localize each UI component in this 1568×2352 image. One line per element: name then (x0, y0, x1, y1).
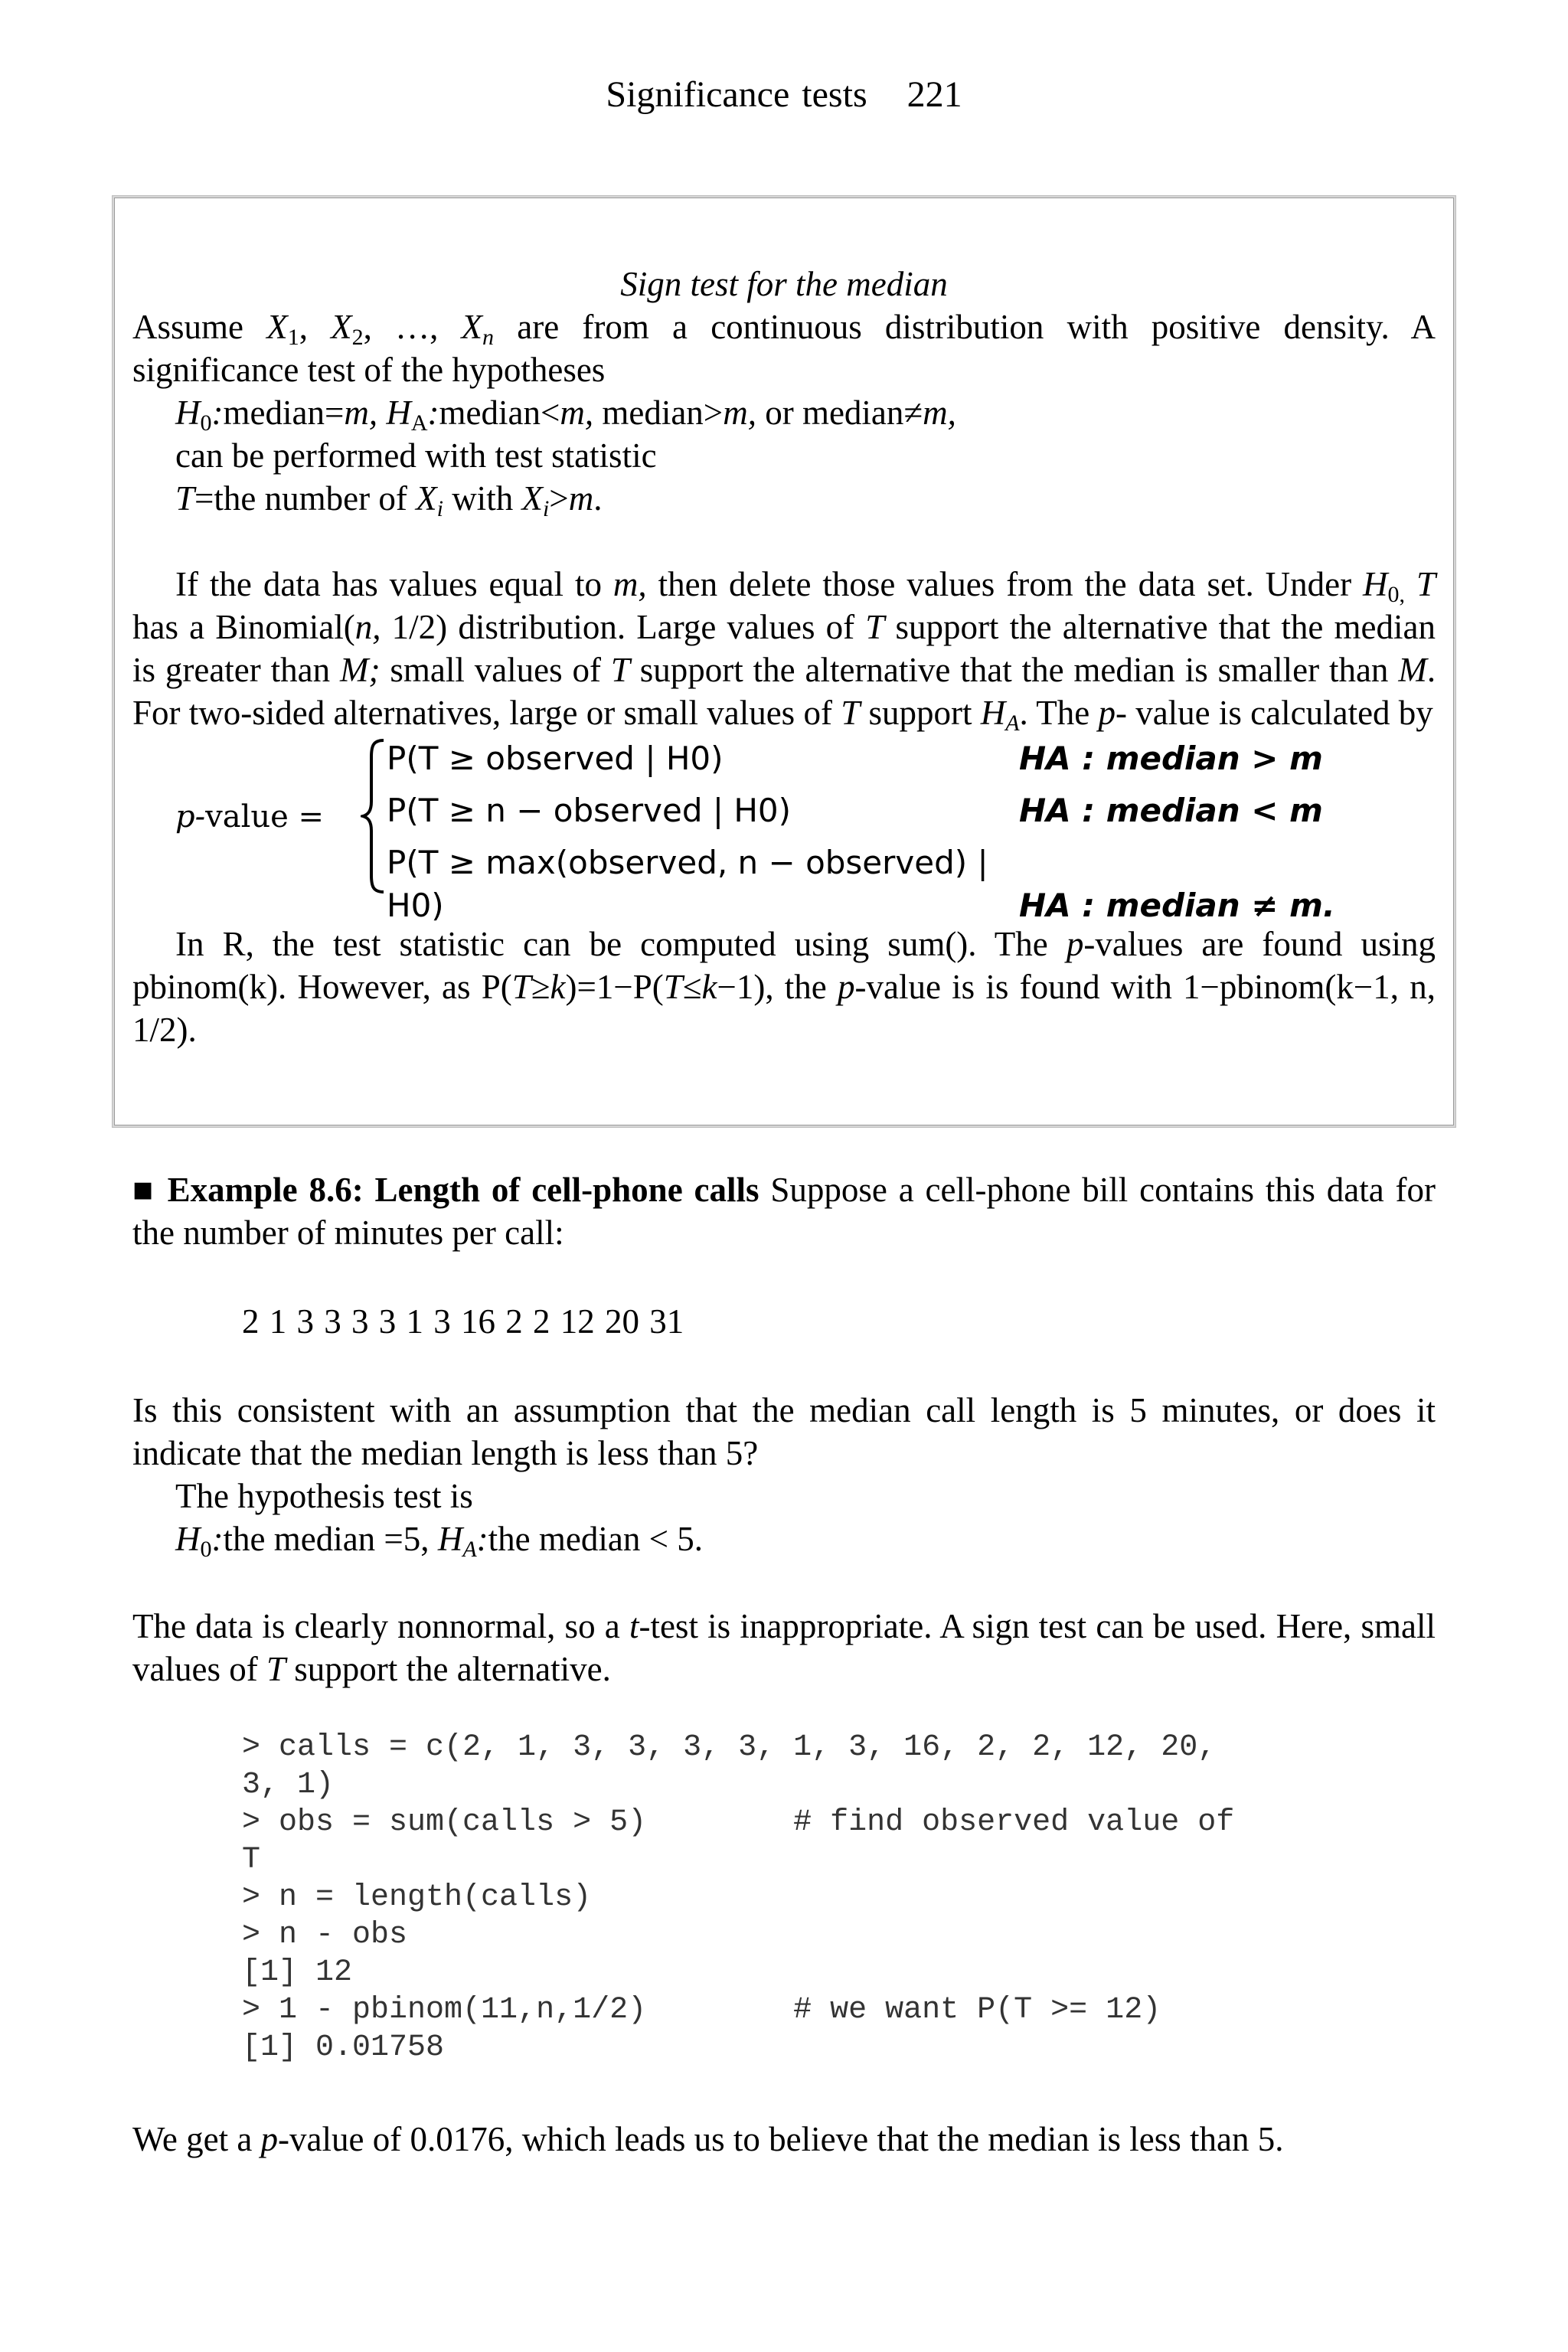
r-paragraph: In R, the test statistic can be computed using sum(). The p-values are found using pbinom(k). However, as P(T≥k)=1−P(T≤k−1), the p-value is is found with 1−pbinom(k−1, n, 1/2). (132, 925, 1436, 1049)
header-title: Significance tests (606, 74, 867, 115)
formula-row-2: P(T ≥ n − observed | H0) HA : median < m (387, 792, 1323, 829)
example-heading: Example 8.6: Length of cell-phone calls (167, 1171, 760, 1209)
page-number: 221 (906, 74, 962, 115)
running-header (0, 70, 1568, 119)
hypothesis-intro: The hypothesis test is (175, 1477, 473, 1515)
box-title: Sign test for the median (620, 265, 948, 303)
left-brace (361, 737, 387, 895)
example-hypotheses: $H_0:the$ median =5, $H_A:the$ median < 5. (175, 1520, 703, 1562)
binomial-paragraph: If the data has values equal to m, then delete those values from the data set. Under $H_{0,}$ T has a Binomial(n, 1/2) distribution. Large values of T support the alternative that the median is greater than M; small values of T support the alternative that the median is smaller than M. For two-sided alternatives, large or small values of T support $H_A$. The p- value is calculated by (132, 565, 1436, 736)
box-content (132, 263, 1436, 1051)
question-paragraph: Is this consistent with an assumption that the median call length is 5 minutes, or does it indicate that the median length is less than 5? The hypothesis test is $H_0:the$ median =5, $H_A:the$ median < 5. (132, 1391, 1436, 1562)
test-statistic-line: can be performed with test statistic (175, 436, 657, 475)
call-data: 2 1 3 3 3 3 1 3 16 2 2 12 20 31 (242, 1302, 684, 1341)
nonnormal-paragraph: The data is clearly nonnormal, so a t-test is inappropriate. A sign test can be used. Here, small values of T support the alternative. (132, 1607, 1436, 1688)
t-definition: T=the number of $X_i$ with $X_i>m$. (175, 479, 603, 521)
assume-line-2: significance test of the hypotheses (132, 351, 606, 389)
assume-line: Assume $X_1$, $X_2$, …, $X_n$ are from a continuous distribution with positive density. A (132, 308, 1436, 350)
formula-lhs: p-value = (175, 799, 325, 835)
example-paragraph: ■ Example 8.6: Length of cell-phone calls Suppose a cell-phone bill contains this data for the number of minutes per call: (132, 1171, 1436, 1252)
sign-test-box (114, 198, 1454, 1125)
conclusion-paragraph: We get a p-value of 0.0176, which leads us to believe that the median is less than 5. (132, 2120, 1284, 2158)
p-value-formula (132, 737, 1436, 924)
formula-row-3: P(T ≥ max(observed, n − observed) | H0) HA : median ≠ m. (387, 844, 1335, 924)
square-bullet: ■ (132, 1171, 156, 1209)
hypotheses-line: $H_0:median=m$, $H_A:median<m$, median>m, or median≠m, (175, 394, 956, 436)
r-code-block: > calls = c(2, 1, 3, 3, 3, 3, 1, 3, 16, 2, 2, 12, 20, 3, 1) > obs = sum(calls > 5) # find observed value of T > n = length(calls) > n - obs [1] 12 > 1 - pbinom(11,n,1/2) # we want P(T >= 12) [1] 0.01758 (242, 1730, 1235, 2065)
formula-row-1: P(T ≥ observed | H0) HA : median > m (387, 740, 1323, 777)
